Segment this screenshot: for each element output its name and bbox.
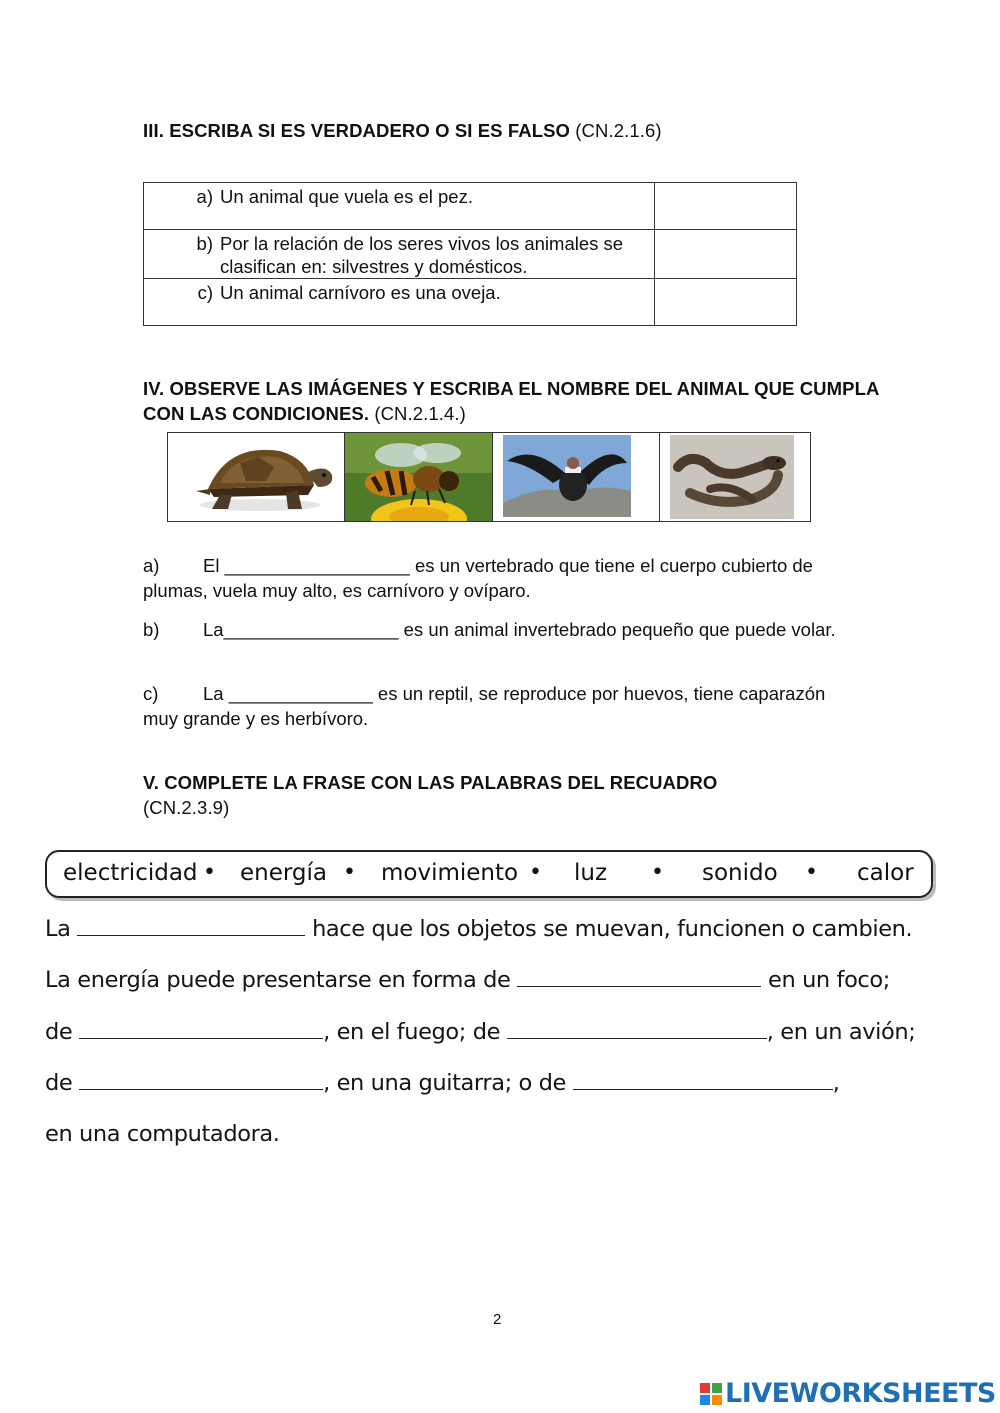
word-bank-box	[45, 850, 933, 898]
sentence-text: , en un avión;	[766, 1019, 916, 1045]
item-clue: es un reptil, se reproduce por huevos, tiene caparazón muy grande y es herbívoro.	[143, 683, 826, 729]
section-4-heading	[143, 376, 883, 426]
answer-blank-a[interactable]: __________________	[224, 555, 410, 576]
answer-blank-c[interactable]: ______________	[228, 683, 373, 704]
section-3-code: (CN.2.1.6)	[575, 120, 662, 141]
section-3-heading	[143, 120, 662, 142]
item-letter: c)	[143, 683, 159, 704]
answer-blank-movimiento[interactable]	[507, 1018, 767, 1039]
item-article: La	[203, 619, 224, 640]
section-5-code: (CN.2.3.9)	[143, 797, 230, 818]
answer-blank-sonido[interactable]	[79, 1069, 323, 1090]
table-row	[144, 230, 797, 279]
liveworksheets-logo[interactable]	[700, 1378, 996, 1409]
sentence-line-1	[45, 915, 912, 942]
sentence-text: de	[45, 1019, 73, 1045]
condor-image	[493, 433, 660, 521]
sentence-text: en una computadora.	[45, 1121, 280, 1147]
statement-cell	[144, 279, 655, 326]
sentence-text: La energía puede presentarse en forma de	[45, 967, 511, 993]
table-row	[144, 183, 797, 230]
liveworksheets-logo-icon	[700, 1383, 722, 1405]
section-5-heading	[143, 770, 717, 820]
statement-text: Por la relación de los seres vivos los animales se clasifican en: silvestres y domésticos.	[220, 233, 624, 277]
item-letter: b)	[143, 619, 160, 640]
word-bank-item: electricidad	[63, 860, 198, 886]
section-3-title: III. ESCRIBA SI ES VERDADERO O SI ES FALSO	[143, 120, 571, 141]
sentence-text: , en el fuego; de	[323, 1019, 501, 1045]
sentence-text: hace que los objetos se muevan, funcionen o cambien.	[312, 916, 913, 942]
sentence-line-3	[45, 1018, 915, 1045]
answer-input-a[interactable]	[654, 183, 796, 230]
fill-item-b	[143, 617, 863, 642]
section-4-title: IV. OBSERVE LAS IMÁGENES Y ESCRIBA EL NOMBRE DEL ANIMAL QUE CUMPLA CON LAS CONDICIONES.	[143, 378, 879, 424]
word-separator: •	[805, 860, 818, 885]
statement-text: Un animal carnívoro es una oveja.	[220, 282, 501, 303]
item-article: El	[203, 555, 220, 576]
word-bank-item: energía	[240, 860, 328, 886]
fill-item-a	[143, 553, 863, 603]
statement-letter: c)	[197, 282, 213, 303]
word-separator: •	[651, 860, 664, 885]
snake-image	[660, 433, 810, 521]
answer-blank-b[interactable]: _________________	[223, 619, 399, 640]
true-false-table	[143, 182, 797, 326]
statement-letter: b)	[196, 233, 213, 254]
word-bank-item: calor	[857, 860, 914, 886]
word-separator: •	[529, 860, 542, 885]
word-bank-item: movimiento	[381, 860, 519, 886]
answer-blank-calor[interactable]	[79, 1018, 323, 1039]
turtle-image	[168, 433, 345, 521]
item-clue: es un animal invertebrado pequeño que puede volar.	[403, 619, 836, 640]
sentence-line-2	[45, 966, 890, 993]
sentence-line-4	[45, 1069, 840, 1096]
item-letter: a)	[143, 555, 160, 576]
animal-image-strip	[167, 432, 811, 522]
word-separator: •	[343, 860, 356, 885]
sentence-line-5	[45, 1121, 280, 1147]
word-separator: •	[203, 860, 216, 885]
statement-cell	[144, 230, 655, 279]
page-number: 2	[493, 1311, 502, 1328]
answer-blank-energia[interactable]	[77, 915, 305, 936]
sentence-text: ,	[832, 1070, 840, 1096]
sentence-text: , en una guitarra; o de	[323, 1070, 566, 1096]
bee-image	[345, 433, 494, 521]
sentence-text: La	[45, 916, 71, 942]
item-article: La	[203, 683, 224, 704]
section-4-code: (CN.2.1.4.)	[374, 403, 466, 424]
table-row	[144, 279, 797, 326]
section-5-title: V. COMPLETE LA FRASE CON LAS PALABRAS DEL RECUADRO	[143, 772, 718, 793]
answer-blank-luz[interactable]	[517, 966, 761, 987]
word-bank-item: luz	[574, 860, 608, 886]
statement-cell	[144, 183, 655, 230]
item-clue: es un vertebrado que tiene el cuerpo cubierto de plumas, vuela muy alto, es carnívoro y ovíparo.	[143, 555, 813, 601]
answer-blank-electricidad[interactable]	[573, 1069, 833, 1090]
answer-input-b[interactable]	[654, 230, 796, 279]
sentence-text: en un foco;	[768, 967, 890, 993]
brand-name: LIVEWORKSHEETS	[725, 1378, 996, 1409]
word-bank-item: sonido	[702, 860, 778, 886]
statement-text: Un animal que vuela es el pez.	[220, 186, 473, 207]
answer-input-c[interactable]	[654, 279, 796, 326]
fill-item-c	[143, 681, 863, 731]
sentence-text: de	[45, 1070, 73, 1096]
statement-letter: a)	[196, 186, 213, 207]
